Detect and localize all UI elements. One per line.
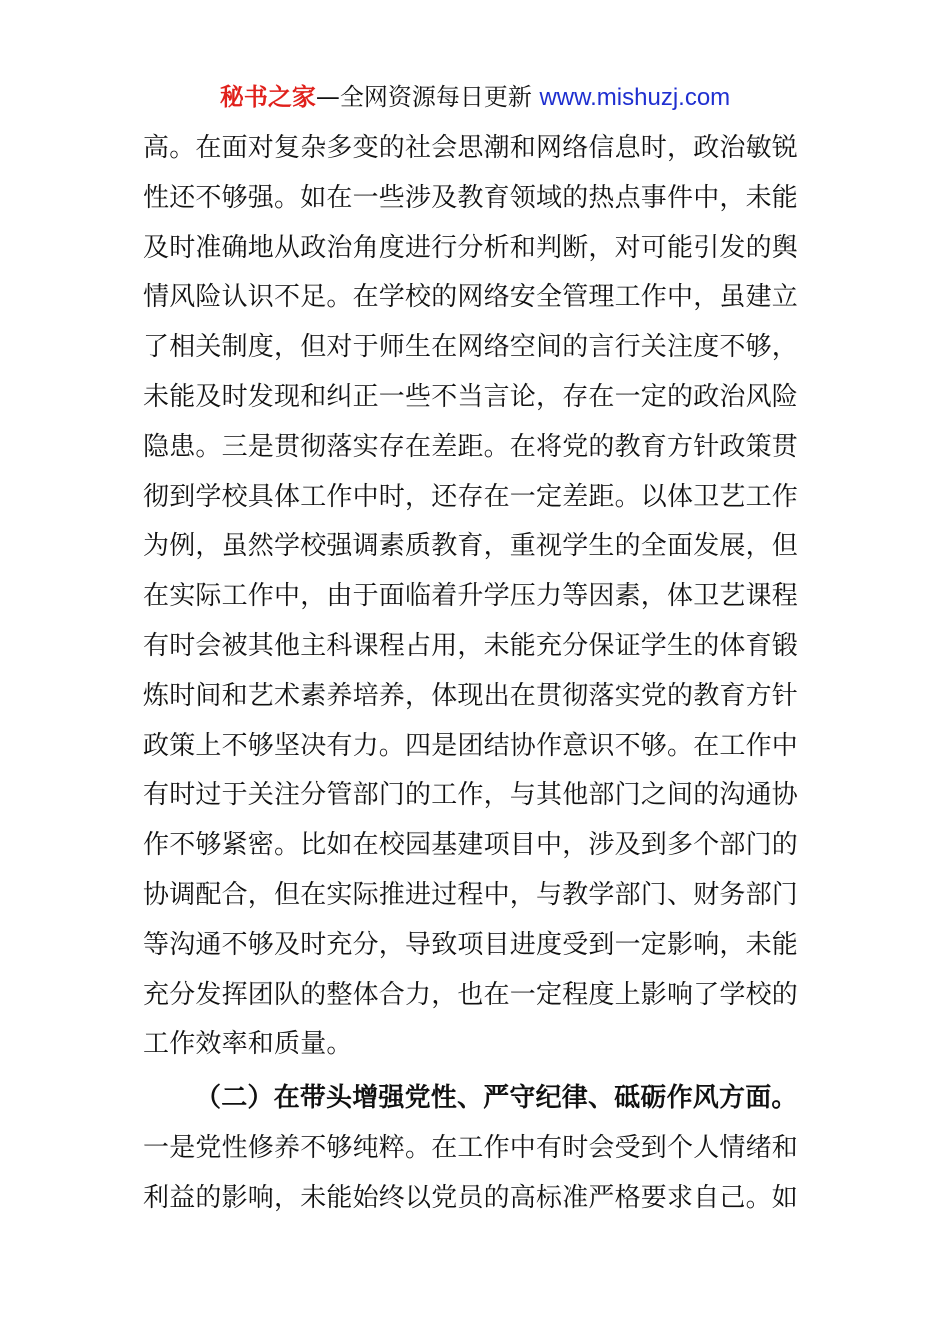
site-tagline: —全网资源每日更新 [315, 83, 540, 111]
text-line: 作不够紧密。比如在校园基建项目中，涉及到多个部门的 [143, 830, 799, 861]
text-line: 工作效率和质量。 [143, 1029, 353, 1060]
text-line: 为例，虽然学校强调素质教育，重视学生的全面发展，但 [143, 531, 799, 562]
paragraph [143, 124, 808, 1070]
text-line: 未能及时发现和纠正一些不当言论，存在一定的政治风险 [143, 381, 799, 412]
text-line: 了相关制度，但对于师生在网络空间的言行关注度不够， [143, 332, 799, 363]
text-line: 性还不够强。如在一些涉及教育领域的热点事件中，未能 [143, 182, 799, 213]
site-header [0, 80, 950, 115]
text-line: 隐患。三是贯彻落实存在差距。在将党的教育方针政策贯 [143, 431, 799, 462]
text-line: 在实际工作中，由于面临着升学压力等因素，体卫艺课程 [143, 581, 799, 612]
text-line: 高。在面对复杂多变的社会思潮和网络信息时，政治敏锐 [143, 133, 799, 163]
text-line: 充分发挥团队的整体合力，也在一定程度上影响了学校的 [143, 979, 799, 1010]
text-line: 彻到学校具体工作中时，还存在一定差距。以体卫艺工作 [143, 481, 799, 512]
text-line: 等沟通不够及时充分，导致项目进度受到一定影响，未能 [143, 929, 799, 960]
paragraph [143, 1124, 808, 1224]
text-line: 有时过于关注分管部门的工作，与其他部门之间的沟通协 [143, 780, 799, 811]
site-url-link[interactable]: www.mishuzj.com [539, 84, 731, 111]
text-line: 一是党性修养不够纯粹。在工作中有时会受到个人情绪和 [143, 1133, 799, 1164]
text-line: 炼时间和艺术素养培养，体现出在贯彻落实党的教育方针 [143, 680, 799, 711]
text-line: 情风险认识不足。在学校的网络安全管理工作中，虽建立 [143, 282, 799, 313]
text-line: 协调配合，但在实际推进过程中，与教学部门、财务部门 [143, 879, 799, 910]
text-line: 利益的影响，未能始终以党员的高标准严格要求自己。如 [143, 1182, 799, 1213]
text-line: 政策上不够坚决有力。四是团结协作意识不够。在工作中 [143, 730, 799, 761]
document-body [143, 124, 808, 1224]
text-line: 有时会被其他主科课程占用，未能充分保证学生的体育锻 [143, 630, 799, 661]
brand-name: 秘书之家 [219, 83, 316, 111]
text-line: 及时准确地从政治角度进行分析和判断，对可能引发的舆 [143, 232, 799, 263]
section-heading: （二）在带头增强党性、严守纪律、砥砺作风方面。 [195, 1083, 798, 1114]
